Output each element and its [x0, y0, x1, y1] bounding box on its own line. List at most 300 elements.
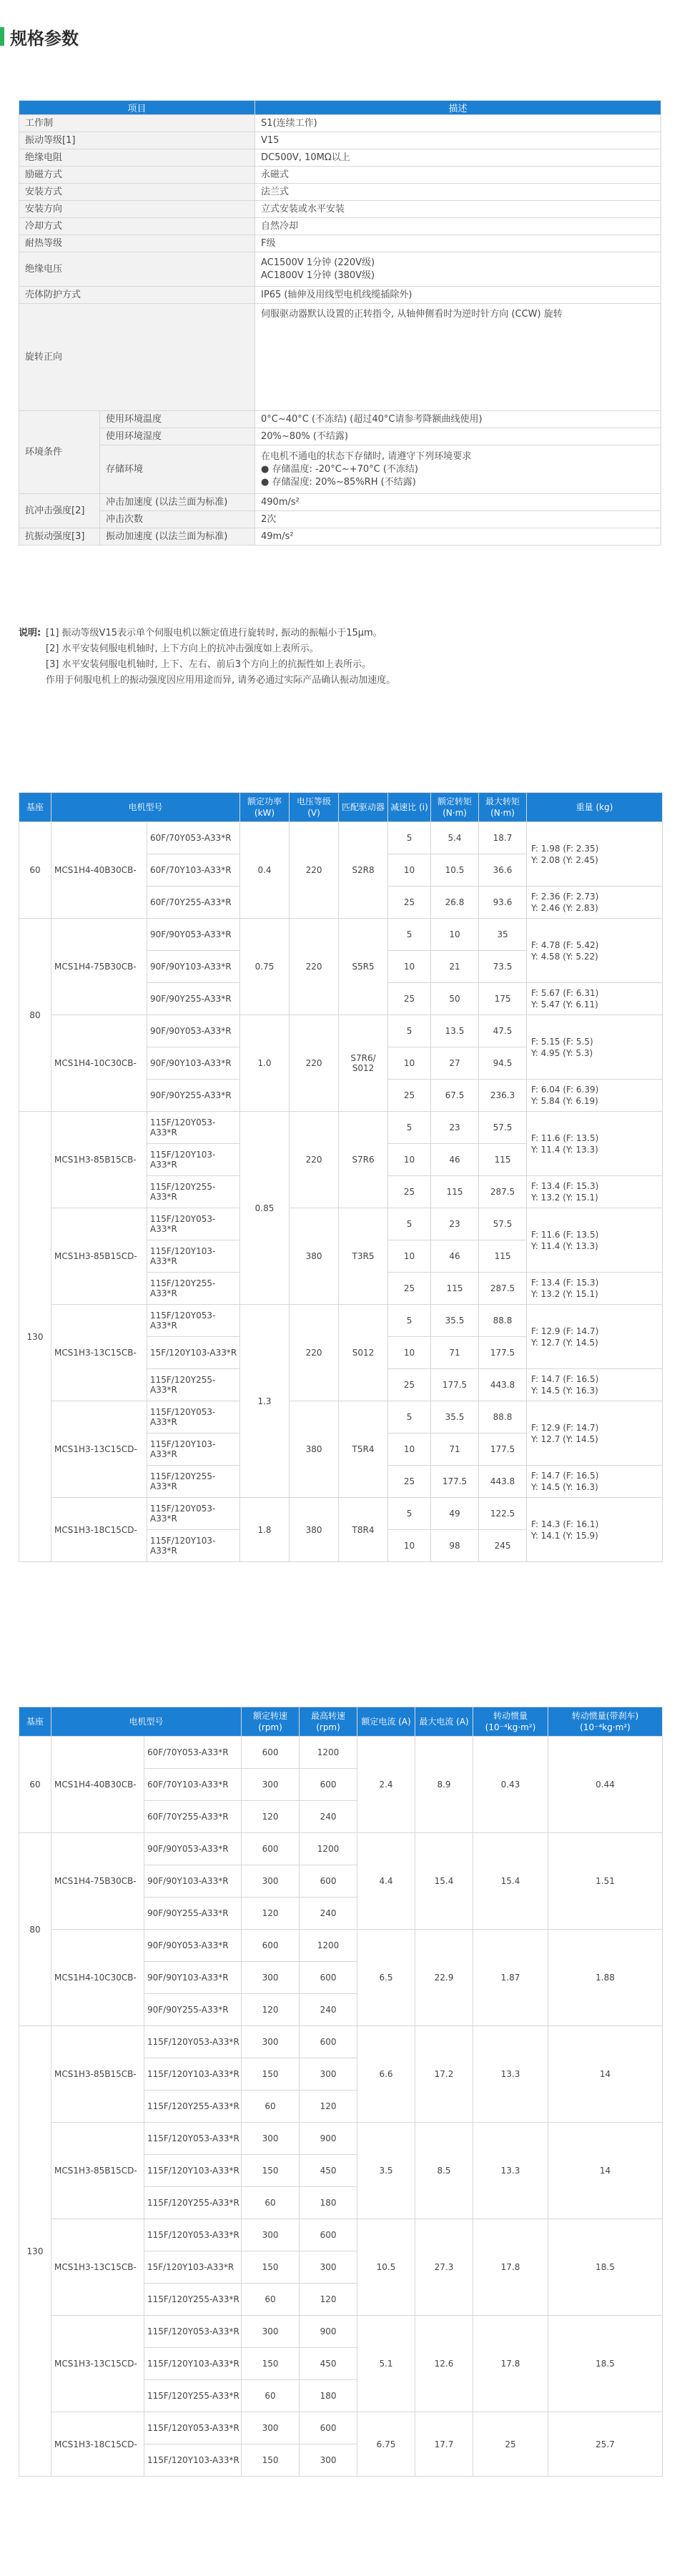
table1-rated-torque: 46 — [431, 1144, 479, 1176]
table1-header-row — [19, 793, 663, 822]
table2-rated-speed: 150 — [242, 2444, 300, 2477]
table1-max-torque: 93.6 — [479, 887, 527, 919]
spec-row — [19, 235, 661, 252]
table2-rated-speed: 300 — [242, 1865, 300, 1898]
table1-row — [19, 1498, 663, 1530]
table2-max-speed: 180 — [300, 2187, 357, 2219]
table2-max-speed: 600 — [300, 1865, 357, 1898]
table1-model: MCS1H4-40B30CB- — [51, 822, 147, 919]
weight-line: F: 4.78 (F: 5.42) — [531, 939, 599, 950]
table1-weight — [527, 1080, 663, 1112]
table1-rated-torque: 115 — [431, 1176, 479, 1208]
table1-drive: S2R8 — [339, 822, 388, 919]
table1-rated-torque: 49 — [431, 1498, 479, 1530]
table1-volt: 220 — [290, 1015, 339, 1112]
weight-line: Y: 14.5 (Y: 16.3) — [531, 1482, 598, 1492]
table1-submodel: 90F/90Y053-A33*R — [147, 1015, 240, 1047]
table1-header-cell: 电机型号 — [51, 793, 240, 822]
table2-max-speed: 900 — [300, 2123, 357, 2155]
spec-key: 冷却方式 — [19, 218, 255, 235]
table2-submodel: 115F/120Y053-A33*R — [144, 2412, 242, 2444]
table1-max-torque: 47.5 — [479, 1015, 527, 1047]
table2-max-speed: 180 — [300, 2380, 357, 2412]
table2-rated-speed: 150 — [242, 2058, 300, 2091]
table2-submodel: 115F/120Y053-A33*R — [144, 2219, 242, 2251]
table2-rated-current: 5.1 — [357, 2316, 415, 2412]
table1-rated-torque: 21 — [431, 951, 479, 983]
table2-header-cell: 最大电流 (A) — [415, 1707, 473, 1737]
spec-value: 立式安装或水平安装 — [255, 201, 661, 218]
table1-drive: T3R5 — [339, 1208, 388, 1305]
table1-submodel: 115F/120Y053-A33*R — [147, 1401, 240, 1433]
table1-weight — [527, 1176, 663, 1208]
table2-submodel: 90F/90Y255-A33*R — [144, 1994, 242, 2026]
table2-max-speed: 450 — [300, 2348, 357, 2380]
spec-header-row — [19, 101, 661, 115]
note-line: [3] 水平安装伺服电机轴时, 上下、左右、前后3个方向上的抗振性如上表所示。 — [46, 659, 372, 670]
model-table-1 — [19, 792, 663, 1562]
table1-model: MCS1H3-13C15CB- — [51, 1305, 147, 1401]
table2-rated-speed: 150 — [242, 2251, 300, 2284]
table2-model: MCS1H3-13C15CB- — [51, 2219, 144, 2316]
table1-rated-torque: 10 — [431, 919, 479, 951]
spec-row — [19, 287, 661, 304]
spec-subkey: 存储环境 — [100, 445, 255, 494]
table2-submodel: 115F/120Y053-A33*R — [144, 2123, 242, 2155]
table1-submodel: 90F/90Y255-A33*R — [147, 983, 240, 1015]
weight-line: F: 1.98 (F: 2.35) — [531, 843, 599, 854]
table2-header-cell: 转动惯量 (10⁻⁴kg·m²) — [473, 1707, 548, 1737]
table1-submodel: 60F/70Y255-A33*R — [147, 887, 240, 919]
table1-max-torque: 94.5 — [479, 1047, 527, 1080]
table2-submodel: 90F/90Y053-A33*R — [144, 1930, 242, 1962]
table1-weight — [527, 1401, 663, 1466]
spec-row — [19, 411, 661, 428]
weight-line: Y: 11.4 (Y: 13.3) — [531, 1144, 598, 1155]
table1-header-cell: 重量 (kg) — [527, 793, 663, 822]
table2-rated-speed: 60 — [242, 2091, 300, 2123]
table2-rated-current: 3.5 — [357, 2123, 415, 2219]
table1-weight — [527, 1273, 663, 1305]
weight-line: F: 14.3 (F: 16.1) — [531, 1519, 599, 1529]
table1-max-torque: 115 — [479, 1240, 527, 1273]
table1-max-torque: 57.5 — [479, 1112, 527, 1144]
table1-submodel: 90F/90Y103-A33*R — [147, 951, 240, 983]
table2-inertia: 0.43 — [473, 1737, 548, 1833]
weight-line: F: 14.7 (F: 16.5) — [531, 1471, 599, 1481]
table1-rated-torque: 13.5 — [431, 1015, 479, 1047]
table1-model: MCS1H3-85B15CD- — [51, 1208, 147, 1305]
table1-model: MCS1H4-75B30CB- — [51, 919, 147, 1015]
table1-max-torque: 175 — [479, 983, 527, 1015]
table2-rated-speed: 120 — [242, 1994, 300, 2026]
table2-submodel: 115F/120Y255-A33*R — [144, 2284, 242, 2316]
table1-weight — [527, 1498, 663, 1562]
table1-submodel: 60F/70Y053-A33*R — [147, 822, 240, 854]
table1-volt: 220 — [290, 1305, 339, 1401]
table1-weight — [527, 1466, 663, 1498]
spec-key: 安装方式 — [19, 184, 255, 201]
table1-ratio: 5 — [388, 1015, 431, 1047]
weight-line: Y: 2.46 (Y: 2.83) — [531, 903, 598, 913]
table1-ratio: 25 — [388, 983, 431, 1015]
spec-row — [19, 252, 661, 287]
table1-volt: 220 — [290, 822, 339, 919]
table1-ratio: 5 — [388, 919, 431, 951]
spec-value: V15 — [255, 132, 661, 149]
spec-row — [19, 304, 661, 411]
table2-max-speed: 600 — [300, 1769, 357, 1801]
spec-row — [19, 428, 661, 445]
table1-row — [19, 822, 663, 854]
table2-submodel: 115F/120Y053-A33*R — [144, 2026, 242, 2058]
table1-rated-torque: 35.5 — [431, 1401, 479, 1433]
table2-inertia: 13.3 — [473, 2123, 548, 2219]
table2-model: MCS1H3-13C15CD- — [51, 2316, 144, 2412]
table1-power: 0.75 — [240, 919, 290, 1015]
table1-base: 60 — [19, 822, 51, 919]
table2-submodel: 60F/70Y103-A33*R — [144, 1769, 242, 1801]
table1-base: 80 — [19, 919, 51, 1112]
weight-line: Y: 5.84 (Y: 6.19) — [531, 1096, 598, 1106]
table2-model: MCS1H3-85B15CD- — [51, 2123, 144, 2219]
table1-ratio: 5 — [388, 822, 431, 854]
table2-rated-speed: 300 — [242, 2316, 300, 2348]
table1-submodel: 90F/90Y255-A33*R — [147, 1080, 240, 1112]
table1-weight — [527, 1112, 663, 1176]
table2-max-speed: 600 — [300, 1962, 357, 1994]
table1-weight — [527, 983, 663, 1015]
table1-submodel: 115F/120Y103-A33*R — [147, 1240, 240, 1273]
table1-ratio: 5 — [388, 1401, 431, 1433]
table2-max-speed: 240 — [300, 1994, 357, 2026]
table2-inertia: 15.4 — [473, 1833, 548, 1930]
table2-rated-current: 6.75 — [357, 2412, 415, 2477]
table1-model: MCS1H3-85B15CB- — [51, 1112, 147, 1208]
table2-max-speed: 240 — [300, 1801, 357, 1833]
table1-drive: T5R4 — [339, 1401, 388, 1498]
table1-drive: S5R5 — [339, 919, 388, 1015]
table2-row — [19, 2123, 663, 2155]
table1-power: 1.8 — [240, 1498, 290, 1562]
table1-submodel: 60F/70Y103-A33*R — [147, 854, 240, 887]
table2-max-speed: 120 — [300, 2284, 357, 2316]
table2-max-speed: 300 — [300, 2444, 357, 2477]
page-title-text: 规格参数 — [10, 28, 79, 49]
spec-row — [19, 201, 661, 218]
table1-submodel: 15F/120Y103-A33*R — [147, 1337, 240, 1369]
table1-max-torque: 443.8 — [479, 1466, 527, 1498]
title-accent-bar — [0, 27, 4, 46]
spec-value: IP65 (轴伸及用线型电机线缆插除外) — [255, 287, 661, 304]
weight-line: F: 2.36 (F: 2.73) — [531, 892, 599, 902]
weight-line: Y: 13.2 (Y: 15.1) — [531, 1193, 598, 1203]
weight-line: F: 12.9 (F: 14.7) — [531, 1422, 599, 1433]
spec-row — [19, 167, 661, 184]
spec-value: 法兰式 — [255, 184, 661, 201]
table2-inertia-brake: 18.5 — [548, 2316, 663, 2412]
spec-key: 旋转正向 — [19, 304, 255, 411]
table2-submodel: 115F/120Y053-A33*R — [144, 2316, 242, 2348]
table1-row — [19, 1015, 663, 1047]
table2-inertia: 13.3 — [473, 2026, 548, 2123]
table1-ratio: 10 — [388, 1433, 431, 1466]
table1-rated-torque: 98 — [431, 1530, 479, 1562]
table1-weight — [527, 1305, 663, 1369]
table2-header-cell: 额定转速 (rpm) — [242, 1707, 300, 1737]
table1-max-torque: 73.5 — [479, 951, 527, 983]
note-line: [2] 水平安装伺服电机轴时, 上下方向上的抗冲击强度如上表所示。 — [46, 643, 319, 654]
spec-value-line: 在电机不通电的状态下存储时, 请遵守下列环境要求 — [261, 450, 472, 462]
table2-inertia-brake: 25.7 — [548, 2412, 663, 2477]
spec-row — [19, 494, 661, 511]
table1-header-cell: 减速比 (i) — [388, 793, 431, 822]
spec-value — [255, 252, 661, 287]
table1-max-torque: 245 — [479, 1530, 527, 1562]
table2-header-cell: 转动惯量(带刹车) (10⁻⁴kg·m²) — [548, 1707, 663, 1737]
table2-rated-speed: 60 — [242, 2187, 300, 2219]
table1-rated-torque: 35.5 — [431, 1305, 479, 1337]
table1-ratio: 25 — [388, 1466, 431, 1498]
table1-max-torque: 236.3 — [479, 1080, 527, 1112]
table1-submodel: 115F/120Y053-A33*R — [147, 1208, 240, 1240]
table1-rated-torque: 23 — [431, 1112, 479, 1144]
note-line: 作用于伺服电机上的振动强度因应用用途而异, 请务必通过实际产品确认振动加速度。 — [46, 675, 396, 686]
table2-inertia-brake: 0.44 — [548, 1737, 663, 1833]
table2-inertia-brake: 14 — [548, 2123, 663, 2219]
spec-value-line: ● 存储温度: -20°C~+70°C (不冻结) — [261, 463, 418, 475]
spec-value: 20%~80% (不结露) — [255, 428, 661, 445]
table2-submodel: 115F/120Y103-A33*R — [144, 2058, 242, 2091]
table1-submodel: 115F/120Y103-A33*R — [147, 1433, 240, 1466]
table1-drive: S012 — [339, 1305, 388, 1401]
table2-max-current: 17.7 — [415, 2412, 473, 2477]
table1-header-cell: 电压等级 (V) — [290, 793, 339, 822]
table2-rated-speed: 150 — [242, 2348, 300, 2380]
spec-group-label: 抗振动强度[3] — [19, 528, 100, 546]
table2-max-current: 15.4 — [415, 1833, 473, 1930]
table1-submodel: 90F/90Y053-A33*R — [147, 919, 240, 951]
table1-max-torque: 57.5 — [479, 1208, 527, 1240]
table1-weight — [527, 1369, 663, 1401]
table1-ratio: 10 — [388, 1240, 431, 1273]
table1-header-cell: 额定转矩 (N·m) — [431, 793, 479, 822]
spec-value: 0°C~40°C (不冻结) (超过40°C请参考降额曲线使用) — [255, 411, 661, 428]
table1-max-torque: 35 — [479, 919, 527, 951]
spec-value: 永磁式 — [255, 167, 661, 184]
table1-volt: 220 — [290, 919, 339, 1015]
weight-line: F: 14.7 (F: 16.5) — [531, 1374, 599, 1384]
table2-rated-speed: 120 — [242, 1801, 300, 1833]
spec-key: 绝缘电阻 — [19, 149, 255, 167]
table2-header-cell: 额定电流 (A) — [357, 1707, 415, 1737]
table1-rated-torque: 115 — [431, 1273, 479, 1305]
table2-rated-speed: 600 — [242, 1737, 300, 1769]
table2-max-current: 8.9 — [415, 1737, 473, 1833]
table2-rated-speed: 300 — [242, 2412, 300, 2444]
spec-subkey: 冲击加速度 (以法兰面为标准) — [100, 494, 255, 511]
table2-submodel: 115F/120Y103-A33*R — [144, 2155, 242, 2187]
weight-line: F: 13.4 (F: 15.3) — [531, 1278, 599, 1288]
table1-rated-torque: 177.5 — [431, 1466, 479, 1498]
table2-model: MCS1H4-10C30CB- — [51, 1930, 144, 2026]
table1-ratio: 10 — [388, 951, 431, 983]
table1-max-torque: 88.8 — [479, 1305, 527, 1337]
weight-line: F: 12.9 (F: 14.7) — [531, 1326, 599, 1336]
table1-ratio: 5 — [388, 1112, 431, 1144]
table1-rated-torque: 71 — [431, 1337, 479, 1369]
table1-ratio: 10 — [388, 1047, 431, 1080]
table2-submodel: 60F/70Y053-A33*R — [144, 1737, 242, 1769]
table2-max-current: 17.2 — [415, 2026, 473, 2123]
table1-ratio: 10 — [388, 1144, 431, 1176]
table2-model: MCS1H4-40B30CB- — [51, 1737, 144, 1833]
table1-max-torque: 115 — [479, 1144, 527, 1176]
table1-ratio: 5 — [388, 1498, 431, 1530]
table1-volt: 380 — [290, 1208, 339, 1305]
table1-volt: 380 — [290, 1401, 339, 1498]
table1-rated-torque: 27 — [431, 1047, 479, 1080]
spec-group-label: 抗冲击强度[2] — [19, 494, 100, 528]
table2-row — [19, 1737, 663, 1769]
table1-row — [19, 919, 663, 951]
table1-ratio: 25 — [388, 1369, 431, 1401]
table2-max-speed: 1200 — [300, 1833, 357, 1865]
table1-weight — [527, 887, 663, 919]
table1-ratio: 25 — [388, 1080, 431, 1112]
table2-header-row — [19, 1707, 663, 1737]
spec-value: 伺服驱动器默认设置的正转指令, 从轴伸侧看时为逆时针方向 (CCW) 旋转 — [255, 304, 661, 411]
table1-max-torque: 177.5 — [479, 1433, 527, 1466]
weight-line: Y: 11.4 (Y: 13.3) — [531, 1240, 598, 1251]
table2-inertia: 25 — [473, 2412, 548, 2477]
table1-max-torque: 122.5 — [479, 1498, 527, 1530]
table1-rated-torque: 10.5 — [431, 854, 479, 887]
table2-model: MCS1H3-85B15CB- — [51, 2026, 144, 2123]
spec-group-label: 环境条件 — [19, 411, 100, 494]
notes-label: 说明: — [19, 628, 41, 638]
table1-header-cell: 基座 — [19, 793, 51, 822]
table2-max-speed: 900 — [300, 2316, 357, 2348]
spec-value-line: AC1800V 1分钟 (380V级) — [261, 270, 375, 281]
table2-max-current: 12.6 — [415, 2316, 473, 2412]
table2-rated-speed: 300 — [242, 1769, 300, 1801]
table1-submodel: 115F/120Y053-A33*R — [147, 1112, 240, 1144]
page-title — [0, 26, 79, 47]
weight-line: F: 11.6 (F: 13.5) — [531, 1132, 599, 1143]
table2-submodel: 115F/120Y255-A33*R — [144, 2187, 242, 2219]
spec-table — [19, 100, 661, 546]
spec-value: S1(连续工作) — [255, 115, 661, 132]
table1-ratio: 5 — [388, 1208, 431, 1240]
table1-submodel: 115F/120Y053-A33*R — [147, 1305, 240, 1337]
table2-submodel: 115F/120Y103-A33*R — [144, 2348, 242, 2380]
table2-max-speed: 120 — [300, 2091, 357, 2123]
table2-rated-speed: 120 — [242, 1898, 300, 1930]
table2-max-current: 22.9 — [415, 1930, 473, 2026]
table2-rated-speed: 150 — [242, 2155, 300, 2187]
spec-row — [19, 528, 661, 546]
table1-max-torque: 287.5 — [479, 1176, 527, 1208]
table2-base: 60 — [19, 1737, 51, 1833]
table1-rated-torque: 23 — [431, 1208, 479, 1240]
spec-row — [19, 218, 661, 235]
spec-key: 安装方向 — [19, 201, 255, 218]
table2-rated-current: 6.6 — [357, 2026, 415, 2123]
spec-row — [19, 132, 661, 149]
table1-power: 0.85 — [240, 1112, 290, 1305]
table2-rated-current: 10.5 — [357, 2219, 415, 2316]
table2-inertia-brake: 18.5 — [548, 2219, 663, 2316]
table2-row — [19, 2316, 663, 2348]
spec-value: 490m/s² — [255, 494, 661, 511]
table1-submodel: 90F/90Y103-A33*R — [147, 1047, 240, 1080]
table2-rated-current: 2.4 — [357, 1737, 415, 1833]
table2-header-cell: 电机型号 — [51, 1707, 242, 1737]
table2-row — [19, 2219, 663, 2251]
model-table-2 — [19, 1707, 663, 2477]
spec-row — [19, 115, 661, 132]
table1-submodel: 115F/120Y103-A33*R — [147, 1144, 240, 1176]
table1-row — [19, 1208, 663, 1240]
spec-value: DC500V, 10MΩ以上 — [255, 149, 661, 167]
table2-rated-speed: 60 — [242, 2380, 300, 2412]
spec-value-line: ● 存储湿度: 20%~85%RH (不结露) — [261, 476, 416, 488]
weight-line: Y: 5.47 (Y: 6.11) — [531, 1000, 598, 1010]
weight-line: F: 5.15 (F: 5.5) — [531, 1036, 593, 1047]
table1-weight — [527, 1208, 663, 1273]
table1-weight — [527, 919, 663, 983]
table1-ratio: 10 — [388, 1337, 431, 1369]
table2-row — [19, 1833, 663, 1865]
table1-submodel: 115F/120Y053-A33*R — [147, 1498, 240, 1530]
table2-rated-current: 6.5 — [357, 1930, 415, 2026]
weight-line: Y: 4.58 (Y: 5.22) — [531, 951, 598, 962]
weight-line: Y: 2.08 (Y: 2.45) — [531, 854, 598, 865]
notes — [19, 626, 662, 689]
table1-power: 1.3 — [240, 1305, 290, 1498]
table1-model: MCS1H3-18C15CD- — [51, 1498, 147, 1562]
table2-max-speed: 600 — [300, 2026, 357, 2058]
table1-model: MCS1H3-13C15CD- — [51, 1401, 147, 1498]
table1-drive: S7R6 — [339, 1112, 388, 1208]
weight-line: F: 11.6 (F: 13.5) — [531, 1229, 599, 1240]
table1-header-cell: 最大转矩 (N·m) — [479, 793, 527, 822]
table2-submodel: 60F/70Y255-A33*R — [144, 1801, 242, 1833]
table1-header-cell: 额定功率 (kW) — [240, 793, 290, 822]
table1-drive: S7R6/ S012 — [339, 1015, 388, 1112]
table1-ratio: 25 — [388, 1176, 431, 1208]
table2-submodel: 115F/120Y255-A33*R — [144, 2380, 242, 2412]
table2-max-current: 8.5 — [415, 2123, 473, 2219]
table1-submodel: 115F/120Y255-A33*R — [147, 1176, 240, 1208]
table2-inertia: 1.87 — [473, 1930, 548, 2026]
table2-rated-speed: 60 — [242, 2284, 300, 2316]
table1-rated-torque: 5.4 — [431, 822, 479, 854]
table1-power: 0.4 — [240, 822, 290, 919]
spec-row — [19, 511, 661, 528]
spec-key: 绝缘电压 — [19, 252, 255, 287]
table1-submodel: 115F/120Y255-A33*R — [147, 1273, 240, 1305]
table2-inertia-brake: 1.51 — [548, 1833, 663, 1930]
weight-line: F: 5.67 (F: 6.31) — [531, 988, 599, 998]
spec-value: 49m/s² — [255, 528, 661, 546]
table1-rated-torque: 67.5 — [431, 1080, 479, 1112]
weight-line: Y: 4.95 (Y: 5.3) — [531, 1047, 593, 1058]
table2-max-speed: 1200 — [300, 1930, 357, 1962]
table1-max-torque: 36.6 — [479, 854, 527, 887]
spec-key: 励磁方式 — [19, 167, 255, 184]
